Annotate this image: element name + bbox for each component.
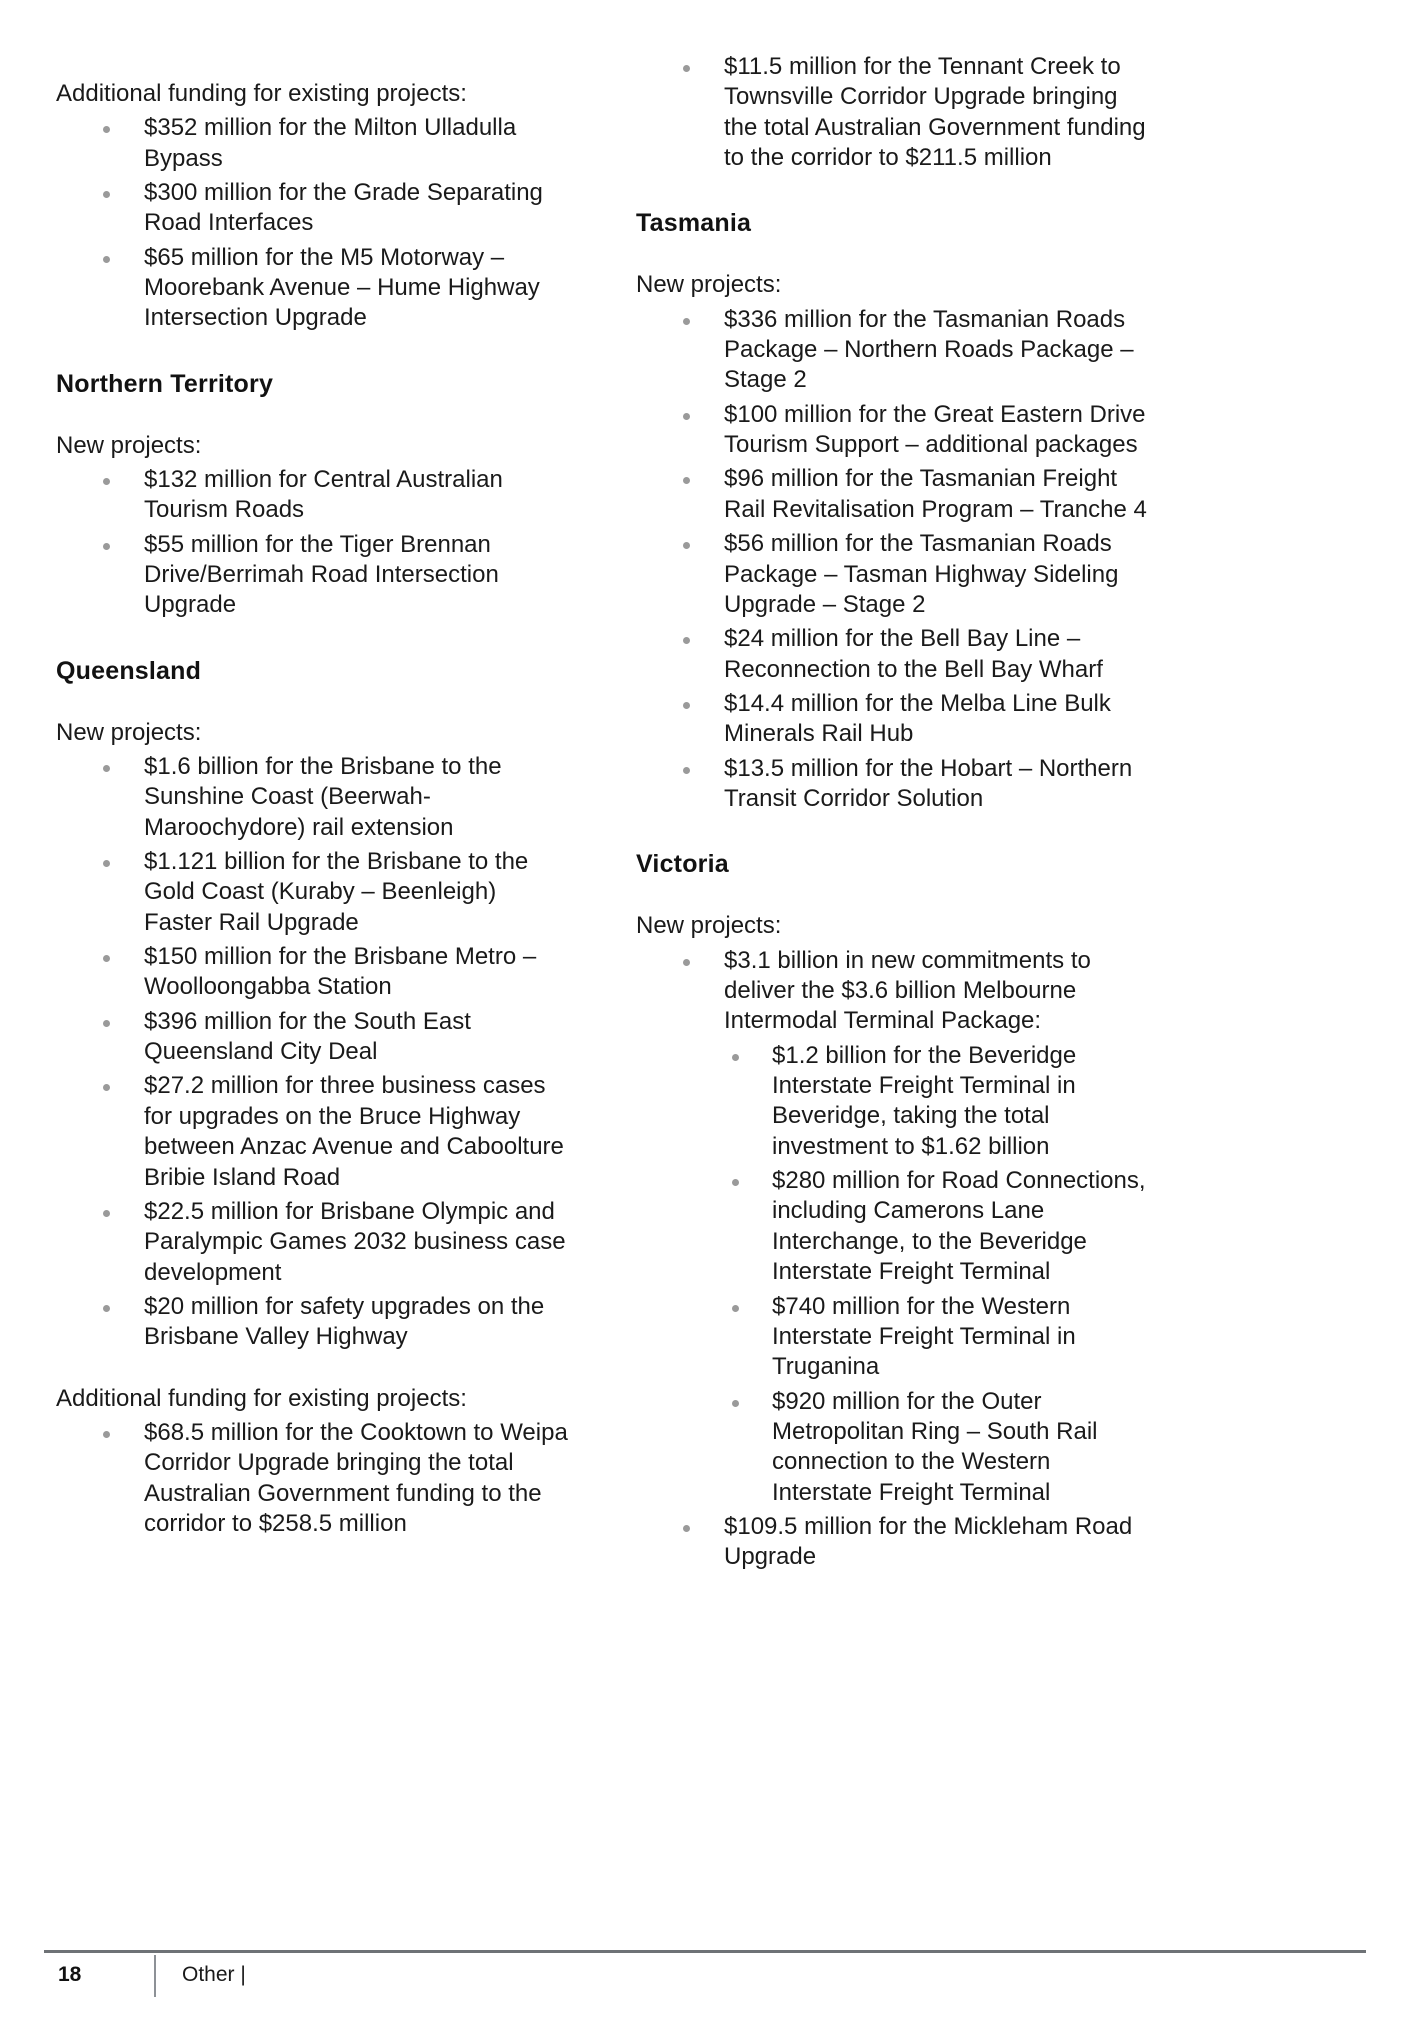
footer-page-number: 18 — [58, 1963, 82, 1986]
list-item: $27.2 million for three business cases for upgrades on the Bruce Highway between Anzac Avenue and Caboolture Bribie Island Road — [56, 1071, 568, 1192]
list-item — [636, 946, 1156, 1508]
list-item: $132 million for Central Australian Tourism Roads — [56, 465, 568, 526]
list-item: $336 million for the Tasmanian Roads Package – Northern Roads Package – Stage 2 — [636, 305, 1156, 396]
vic-new-projects-list — [636, 946, 1156, 1573]
nt-new-projects-label: New projects: — [56, 431, 202, 459]
list-item: $100 million for the Great Eastern Drive Tourism Support – additional packages — [636, 400, 1156, 461]
qld-new-projects-label: New projects: — [56, 718, 202, 746]
nsw-additional-funding-label: Additional funding for existing projects: — [56, 80, 467, 107]
list-item: $56 million for the Tasmanian Roads Package – Tasman Highway Sideling Upgrade – Stage 2 — [636, 529, 1156, 620]
list-item: $65 million for the M5 Motorway – Moorebank Avenue – Hume Highway Intersection Upgrade — [56, 243, 568, 334]
qld-additional-funding-continued-list — [636, 52, 1156, 173]
left-column — [56, 48, 568, 1908]
heading-victoria: Victoria — [636, 850, 729, 879]
list-item-text: $3.1 billion in new commitments to deliver the $3.6 billion Melbourne Intermodal Terminal Package: — [724, 946, 1091, 1035]
list-item: $22.5 million for Brisbane Olympic and Paralympic Games 2032 business case development — [56, 1197, 568, 1288]
nt-new-projects-list — [56, 465, 568, 621]
tas-new-projects-list — [636, 305, 1156, 815]
heading-tasmania: Tasmania — [636, 209, 752, 238]
list-item: $68.5 million for the Cooktown to Weipa Corridor Upgrade bringing the total Australian Government funding to the corridor to $258.5 million — [56, 1418, 568, 1539]
list-item: $11.5 million for the Tennant Creek to Townsville Corridor Upgrade bringing the total Australian Government funding to the corridor to $211.5 million — [636, 52, 1156, 173]
list-item: $20 million for safety upgrades on the Brisbane Valley Highway — [56, 1292, 568, 1353]
list-item: $740 million for the Western Interstate Freight Terminal in Truganina — [724, 1292, 1156, 1383]
vic-new-projects-label: New projects: — [636, 912, 782, 940]
page-footer — [44, 1950, 1366, 1997]
right-column — [636, 48, 1156, 1908]
list-item: $280 million for Road Connections, including Camerons Lane Interchange, to the Beveridge Interstate Freight Terminal — [724, 1166, 1156, 1287]
tas-new-projects-label: New projects: — [636, 271, 782, 299]
qld-new-projects-list — [56, 752, 568, 1353]
list-item: $14.4 million for the Melba Line Bulk Minerals Rail Hub — [636, 689, 1156, 750]
list-item: $396 million for the South East Queensland City Deal — [56, 1007, 568, 1068]
qld-additional-funding-label: Additional funding for existing projects: — [56, 1384, 467, 1412]
list-item: $24 million for the Bell Bay Line – Reconnection to the Bell Bay Wharf — [636, 624, 1156, 685]
list-item: $13.5 million for the Hobart – Northern Transit Corridor Solution — [636, 754, 1156, 815]
vic-intermodal-sub-list — [724, 1041, 1156, 1508]
two-column-body — [56, 48, 1350, 1908]
list-item: $55 million for the Tiger Brennan Drive/Berrimah Road Intersection Upgrade — [56, 530, 568, 621]
list-item: $109.5 million for the Mickleham Road Upgrade — [636, 1512, 1156, 1573]
qld-additional-funding-list — [56, 1418, 568, 1539]
list-item: $352 million for the Milton Ulladulla Bypass — [56, 113, 568, 174]
list-item: $1.2 billion for the Beveridge Interstate Freight Terminal in Beveridge, taking the total investment to $1.62 billion — [724, 1041, 1156, 1162]
heading-northern-territory: Northern Territory — [56, 369, 274, 398]
footer-section-label: Other | — [182, 1963, 246, 1986]
footer-row — [44, 1953, 1366, 1997]
list-item: $96 million for the Tasmanian Freight Rail Revitalisation Program – Tranche 4 — [636, 464, 1156, 525]
list-item: $300 million for the Grade Separating Road Interfaces — [56, 178, 568, 239]
heading-queensland: Queensland — [56, 656, 202, 685]
list-item: $920 million for the Outer Metropolitan Ring – South Rail connection to the Western Interstate Freight Terminal — [724, 1387, 1156, 1508]
list-item: $150 million for the Brisbane Metro – Woolloongabba Station — [56, 942, 568, 1003]
list-item: $1.6 billion for the Brisbane to the Sunshine Coast (Beerwah-Maroochydore) rail extension — [56, 752, 568, 843]
list-item: $1.121 billion for the Brisbane to the Gold Coast (Kuraby – Beenleigh) Faster Rail Upgrade — [56, 847, 568, 938]
nsw-additional-funding-list — [56, 113, 568, 334]
